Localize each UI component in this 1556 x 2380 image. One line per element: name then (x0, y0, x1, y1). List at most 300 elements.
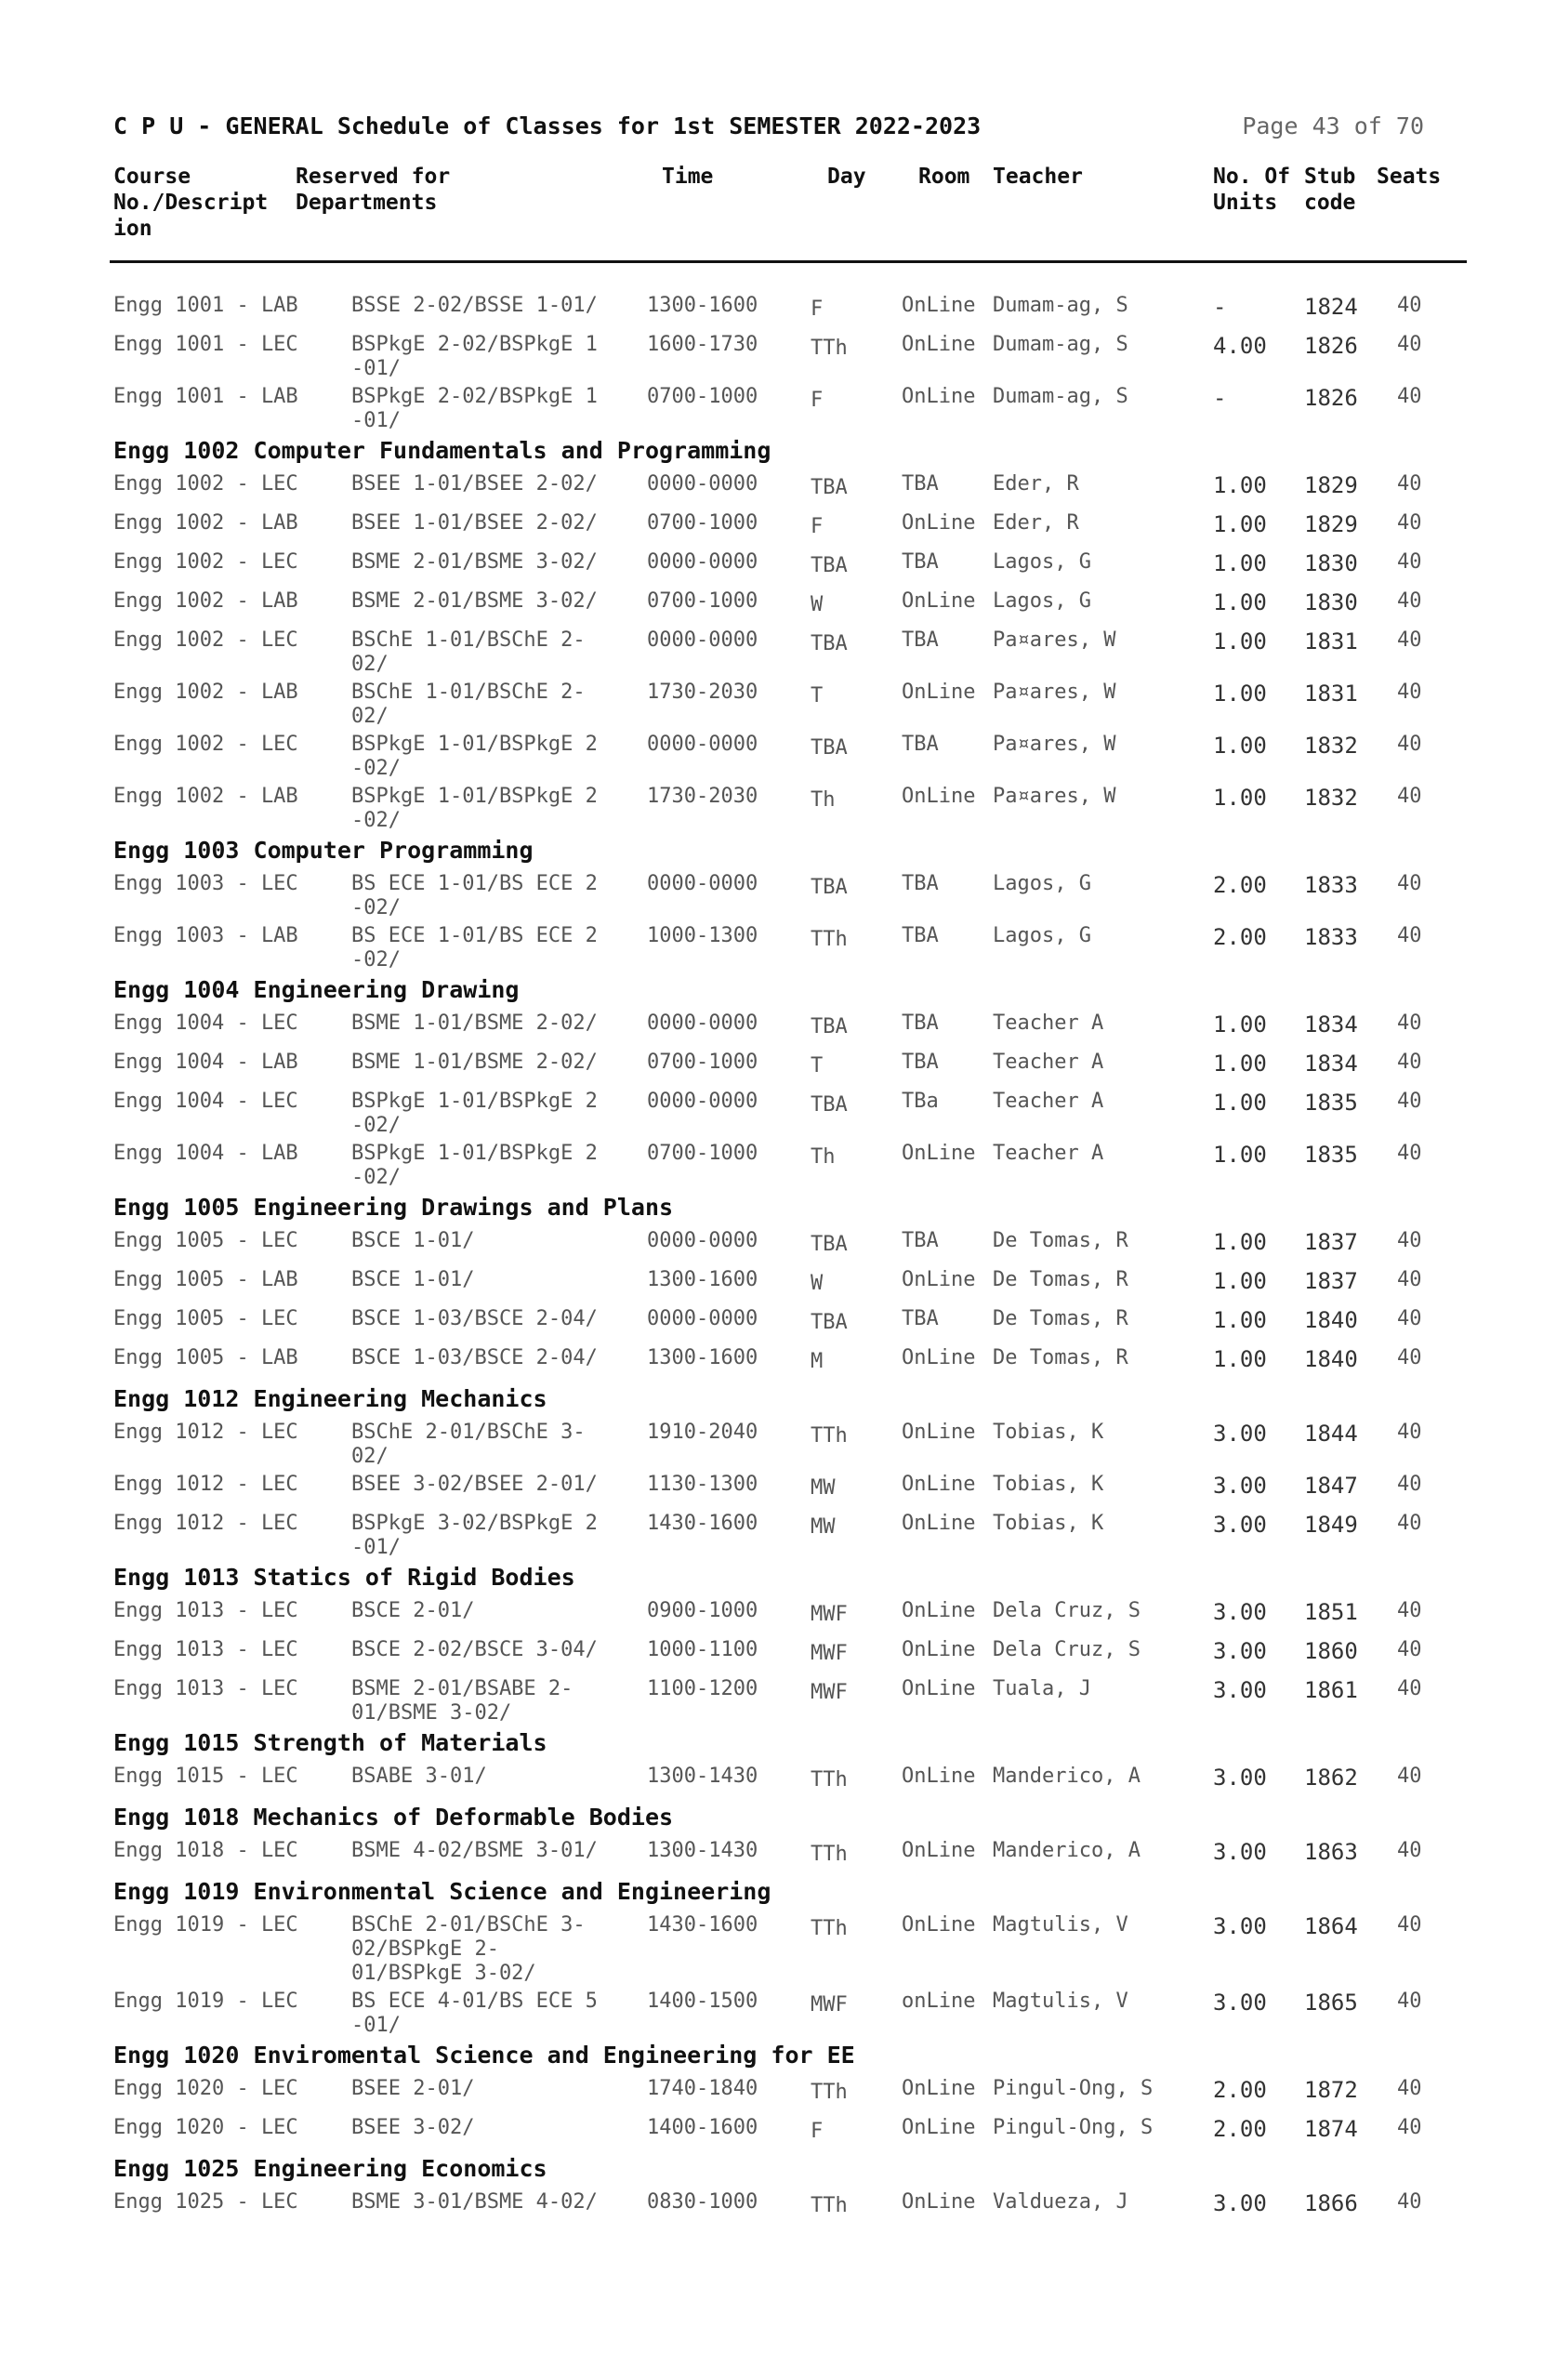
class-room: OnLine (902, 589, 976, 613)
class-teacher: Teacher A (993, 1142, 1104, 1165)
class-seats: 40 (1397, 1512, 1422, 1535)
class-reserved: BS ECE 1-01/BS ECE 2 -02/ (351, 924, 598, 972)
class-course: Engg 1018 - LEC (113, 1839, 298, 1862)
class-time: 1430-1600 (647, 1512, 758, 1535)
class-time: 1300-1600 (647, 1268, 758, 1291)
page-header (113, 110, 1424, 141)
class-row (113, 729, 1452, 781)
class-stub: 1832 (1304, 733, 1358, 759)
class-time: 0700-1000 (647, 385, 758, 408)
class-course: Engg 1025 - LEC (113, 2190, 298, 2214)
class-stub: 1864 (1304, 1913, 1358, 1939)
class-time: 1000-1100 (647, 1638, 758, 1661)
class-time: 1430-1600 (647, 1913, 758, 1937)
class-room: TBA (902, 472, 939, 496)
class-row (113, 329, 1452, 381)
class-time: 0000-0000 (647, 733, 758, 756)
class-time: 0000-0000 (647, 472, 758, 496)
class-row (113, 290, 1452, 329)
class-teacher: De Tomas, R (993, 1268, 1128, 1291)
class-day: MW (811, 1515, 836, 1539)
class-seats: 40 (1397, 385, 1422, 408)
class-time: 1100-1200 (647, 1677, 758, 1700)
class-reserved: BSEE 2-01/ (351, 2077, 475, 2100)
class-day: W (811, 1272, 824, 1295)
class-time: 1740-1840 (647, 2077, 758, 2100)
class-room: OnLine (902, 681, 976, 704)
class-seats: 40 (1397, 2190, 1422, 2214)
class-reserved: BS ECE 1-01/BS ECE 2 -02/ (351, 872, 598, 919)
class-units: 1.00 (1213, 1051, 1267, 1077)
class-row (113, 1342, 1452, 1382)
class-time: 1300-1600 (647, 294, 758, 317)
class-seats: 40 (1397, 1142, 1422, 1165)
class-row (113, 1910, 1452, 1986)
column-header-day: Day (827, 165, 866, 189)
class-teacher: Manderico, A (993, 1839, 1141, 1862)
class-units: 1.00 (1213, 1090, 1267, 1116)
class-row (113, 1469, 1452, 1508)
class-stub: 1826 (1304, 333, 1358, 359)
class-reserved: BSCE 1-03/BSCE 2-04/ (351, 1307, 598, 1330)
class-reserved: BSPkgE 3-02/BSPkgE 2 -01/ (351, 1512, 598, 1559)
class-reserved: BS ECE 4-01/BS ECE 5 -01/ (351, 1990, 598, 2037)
class-course: Engg 1012 - LEC (113, 1421, 298, 1444)
class-room: OnLine (902, 1913, 976, 1937)
class-units: 1.00 (1213, 1268, 1267, 1294)
class-room: OnLine (902, 511, 976, 535)
course-section-title: Engg 1013 Statics of Rigid Bodies (113, 1564, 575, 1591)
class-day: TBA (811, 1311, 848, 1334)
class-stub: 1835 (1304, 1090, 1358, 1116)
class-teacher: De Tomas, R (993, 1346, 1128, 1369)
class-day: TTh (811, 337, 848, 360)
class-row (113, 2112, 1452, 2151)
class-time: 0000-0000 (647, 628, 758, 652)
class-teacher: Lagos, G (993, 924, 1091, 947)
class-stub: 1851 (1304, 1599, 1358, 1625)
class-reserved: BSPkgE 1-01/BSPkgE 2 -02/ (351, 785, 598, 832)
class-units: 1.00 (1213, 733, 1267, 759)
class-stub: 1832 (1304, 785, 1358, 811)
class-time: 0000-0000 (647, 550, 758, 574)
class-units: - (1213, 294, 1227, 320)
class-reserved: BSME 2-01/BSME 3-02/ (351, 550, 598, 574)
class-time: 0000-0000 (647, 1012, 758, 1035)
class-stub: 1824 (1304, 294, 1358, 320)
class-day: TTh (811, 1843, 848, 1866)
class-seats: 40 (1397, 785, 1422, 808)
course-section-title: Engg 1019 Environmental Science and Engineering (113, 1878, 771, 1905)
class-reserved: BSPkgE 1-01/BSPkgE 2 -02/ (351, 733, 598, 780)
class-day: TBA (811, 1233, 848, 1256)
class-course: Engg 1012 - LEC (113, 1512, 298, 1535)
class-day: M (811, 1350, 824, 1373)
class-reserved: BSPkgE 1-01/BSPkgE 2 -02/ (351, 1090, 598, 1137)
class-row (113, 1138, 1452, 1190)
class-row (113, 2187, 1452, 2226)
class-stub: 1844 (1304, 1421, 1358, 1447)
class-units: 1.00 (1213, 472, 1267, 498)
class-day: TBA (811, 476, 848, 499)
class-time: 1910-2040 (647, 1421, 758, 1444)
class-time: 1300-1430 (647, 1839, 758, 1862)
class-units: 1.00 (1213, 1142, 1267, 1168)
class-row (113, 586, 1452, 625)
class-course: Engg 1019 - LEC (113, 1990, 298, 2013)
class-day: T (811, 684, 824, 707)
class-units: 3.00 (1213, 1421, 1267, 1447)
class-time: 1300-1430 (647, 1765, 758, 1788)
class-time: 1000-1300 (647, 924, 758, 947)
class-course: Engg 1013 - LEC (113, 1638, 298, 1661)
column-header-teacher: Teacher (993, 165, 1083, 189)
class-stub: 1835 (1304, 1142, 1358, 1168)
class-course: Engg 1005 - LEC (113, 1307, 298, 1330)
class-teacher: Pingul-Ong, S (993, 2077, 1154, 2100)
class-seats: 40 (1397, 1268, 1422, 1291)
class-time: 0700-1000 (647, 1142, 758, 1165)
class-course: Engg 1002 - LAB (113, 589, 298, 613)
class-seats: 40 (1397, 1599, 1422, 1622)
class-stub: 1831 (1304, 628, 1358, 654)
class-time: 0700-1000 (647, 589, 758, 613)
class-seats: 40 (1397, 589, 1422, 613)
class-stub: 1834 (1304, 1012, 1358, 1038)
class-row (113, 781, 1452, 833)
class-stub: 1829 (1304, 511, 1358, 537)
class-units: 1.00 (1213, 628, 1267, 654)
course-section-title: Engg 1002 Computer Fundamentals and Programming (113, 437, 771, 464)
class-day: Th (811, 1145, 836, 1169)
class-course: Engg 1005 - LAB (113, 1346, 298, 1369)
class-room: OnLine (902, 1638, 976, 1661)
class-teacher: Tobias, K (993, 1421, 1104, 1444)
document-title: C P U - GENERAL Schedule of Classes for 1st SEMESTER 2022-2023 (113, 112, 982, 139)
class-room: OnLine (902, 1421, 976, 1444)
class-teacher: Dumam-ag, S (993, 333, 1128, 356)
class-course: Engg 1019 - LEC (113, 1913, 298, 1937)
class-seats: 40 (1397, 1421, 1422, 1444)
class-room: TBA (902, 550, 939, 574)
class-units: 2.00 (1213, 2116, 1267, 2142)
class-room: TBA (902, 872, 939, 895)
class-room: OnLine (902, 385, 976, 408)
class-day: T (811, 1054, 824, 1078)
class-day: TBA (811, 876, 848, 899)
class-seats: 40 (1397, 733, 1422, 756)
class-row (113, 1673, 1452, 1726)
class-units: 1.00 (1213, 1229, 1267, 1255)
class-row (113, 1264, 1452, 1303)
class-reserved: BSME 1-01/BSME 2-02/ (351, 1051, 598, 1074)
class-teacher: Dumam-ag, S (993, 294, 1128, 317)
class-units: 2.00 (1213, 872, 1267, 898)
class-course: Engg 1002 - LAB (113, 785, 298, 808)
class-seats: 40 (1397, 1051, 1422, 1074)
class-units: 1.00 (1213, 589, 1267, 615)
class-units: 1.00 (1213, 1346, 1267, 1372)
class-stub: 1872 (1304, 2077, 1358, 2103)
class-reserved: BSChE 1-01/BSChE 2- 02/ (351, 628, 586, 676)
class-day: MW (811, 1476, 836, 1500)
class-stub: 1833 (1304, 924, 1358, 950)
class-stub: 1860 (1304, 1638, 1358, 1664)
class-day: Th (811, 788, 836, 812)
class-units: 1.00 (1213, 550, 1267, 576)
class-teacher: Pa¤ares, W (993, 785, 1116, 808)
class-row (113, 625, 1452, 677)
class-stub: 1862 (1304, 1765, 1358, 1791)
class-units: 1.00 (1213, 681, 1267, 707)
class-room: OnLine (902, 2190, 976, 2214)
class-reserved: BSSE 2-02/BSSE 1-01/ (351, 294, 598, 317)
course-section-title: Engg 1004 Engineering Drawing (113, 976, 520, 1003)
class-row (113, 1086, 1452, 1138)
class-seats: 40 (1397, 1677, 1422, 1700)
class-time: 1600-1730 (647, 333, 758, 356)
class-stub: 1866 (1304, 2190, 1358, 2216)
class-units: 1.00 (1213, 511, 1267, 537)
class-reserved: BSME 1-01/BSME 2-02/ (351, 1012, 598, 1035)
column-headers (113, 164, 1466, 253)
course-section-title: Engg 1012 Engineering Mechanics (113, 1385, 547, 1412)
class-room: OnLine (902, 1473, 976, 1496)
class-teacher: Teacher A (993, 1012, 1104, 1035)
class-course: Engg 1005 - LEC (113, 1229, 298, 1252)
class-row (113, 469, 1452, 508)
class-seats: 40 (1397, 924, 1422, 947)
class-reserved: BSEE 1-01/BSEE 2-02/ (351, 511, 598, 535)
column-header-reserved: Reserved for Departments (296, 165, 451, 215)
class-room: OnLine (902, 1677, 976, 1700)
class-units: - (1213, 385, 1227, 411)
class-stub: 1831 (1304, 681, 1358, 707)
class-teacher: Lagos, G (993, 550, 1091, 574)
class-units: 2.00 (1213, 2077, 1267, 2103)
class-reserved: BSEE 3-02/ (351, 2116, 475, 2139)
class-teacher: Pa¤ares, W (993, 681, 1116, 704)
class-time: 0700-1000 (647, 511, 758, 535)
class-stub: 1830 (1304, 550, 1358, 576)
class-reserved: BSPkgE 2-02/BSPkgE 1 -01/ (351, 333, 598, 380)
class-stub: 1865 (1304, 1990, 1358, 2016)
class-reserved: BSCE 1-01/ (351, 1268, 475, 1291)
class-teacher: Valdueza, J (993, 2190, 1128, 2214)
class-room: TBA (902, 1229, 939, 1252)
class-course: Engg 1001 - LEC (113, 333, 298, 356)
class-course: Engg 1013 - LEC (113, 1599, 298, 1622)
class-room: OnLine (902, 1268, 976, 1291)
class-time: 1730-2030 (647, 681, 758, 704)
class-units: 3.00 (1213, 1473, 1267, 1499)
class-room: OnLine (902, 2077, 976, 2100)
column-header-room: Room (918, 165, 970, 189)
class-units: 3.00 (1213, 1512, 1267, 1538)
class-room: OnLine (902, 1839, 976, 1862)
class-units: 1.00 (1213, 785, 1267, 811)
class-seats: 40 (1397, 1473, 1422, 1496)
class-row (113, 920, 1452, 972)
column-header-stub: Stub code (1304, 165, 1356, 215)
class-time: 1730-2030 (647, 785, 758, 808)
class-seats: 40 (1397, 1307, 1422, 1330)
class-reserved: BSCE 1-03/BSCE 2-04/ (351, 1346, 598, 1369)
class-reserved: BSME 3-01/BSME 4-02/ (351, 2190, 598, 2214)
class-course: Engg 1005 - LAB (113, 1268, 298, 1291)
class-seats: 40 (1397, 333, 1422, 356)
class-room: TBA (902, 1051, 939, 1074)
course-section-title: Engg 1003 Computer Programming (113, 837, 534, 864)
class-units: 3.00 (1213, 1638, 1267, 1664)
class-row (113, 1008, 1452, 1047)
class-teacher: Tuala, J (993, 1677, 1091, 1700)
class-stub: 1863 (1304, 1839, 1358, 1865)
class-day: F (811, 515, 824, 538)
class-time: 0700-1000 (647, 1051, 758, 1074)
class-units: 3.00 (1213, 1765, 1267, 1791)
class-units: 3.00 (1213, 1677, 1267, 1703)
class-reserved: BSME 2-01/BSME 3-02/ (351, 589, 598, 613)
class-reserved: BSABE 3-01/ (351, 1765, 487, 1788)
class-seats: 40 (1397, 2116, 1422, 2139)
class-stub: 1837 (1304, 1268, 1358, 1294)
class-day: TTh (811, 1768, 848, 1792)
class-course: Engg 1020 - LEC (113, 2077, 298, 2100)
class-day: MWF (811, 1993, 848, 2016)
class-seats: 40 (1397, 628, 1422, 652)
class-reserved: BSEE 3-02/BSEE 2-01/ (351, 1473, 598, 1496)
course-section-title: Engg 1020 Enviromental Science and Engineering for EE (113, 2042, 855, 2069)
class-room: OnLine (902, 1142, 976, 1165)
class-seats: 40 (1397, 550, 1422, 574)
class-row (113, 2073, 1452, 2112)
class-stub: 1829 (1304, 472, 1358, 498)
class-seats: 40 (1397, 1346, 1422, 1369)
class-teacher: Pingul-Ong, S (993, 2116, 1154, 2139)
class-course: Engg 1004 - LEC (113, 1012, 298, 1035)
class-stub: 1834 (1304, 1051, 1358, 1077)
class-teacher: Magtulis, V (993, 1990, 1128, 2013)
page-number: Page 43 of 70 (1242, 112, 1424, 139)
class-row (113, 1225, 1452, 1264)
class-stub: 1849 (1304, 1512, 1358, 1538)
class-reserved: BSME 4-02/BSME 3-01/ (351, 1839, 598, 1862)
class-reserved: BSCE 1-01/ (351, 1229, 475, 1252)
class-stub: 1847 (1304, 1473, 1358, 1499)
class-seats: 40 (1397, 1638, 1422, 1661)
class-teacher: Pa¤ares, W (993, 733, 1116, 756)
class-day: TTh (811, 928, 848, 951)
class-room: TBA (902, 1307, 939, 1330)
class-course: Engg 1002 - LEC (113, 733, 298, 756)
class-seats: 40 (1397, 872, 1422, 895)
class-units: 3.00 (1213, 1599, 1267, 1625)
class-teacher: Dela Cruz, S (993, 1599, 1141, 1622)
class-course: Engg 1002 - LEC (113, 472, 298, 496)
class-time: 1130-1300 (647, 1473, 758, 1496)
class-stub: 1861 (1304, 1677, 1358, 1703)
class-row (113, 1303, 1452, 1342)
class-units: 2.00 (1213, 924, 1267, 950)
class-row (113, 1634, 1452, 1673)
class-reserved: BSPkgE 1-01/BSPkgE 2 -02/ (351, 1142, 598, 1189)
class-course: Engg 1003 - LEC (113, 872, 298, 895)
class-time: 0000-0000 (647, 872, 758, 895)
class-teacher: Tobias, K (993, 1512, 1104, 1535)
class-day: TTh (811, 1424, 848, 1448)
class-day: MWF (811, 1603, 848, 1626)
class-room: OnLine (902, 1346, 976, 1369)
class-seats: 40 (1397, 1765, 1422, 1788)
class-units: 4.00 (1213, 333, 1267, 359)
class-course: Engg 1003 - LAB (113, 924, 298, 947)
class-course: Engg 1002 - LEC (113, 628, 298, 652)
class-units: 3.00 (1213, 2190, 1267, 2216)
class-row (113, 1986, 1452, 2038)
class-seats: 40 (1397, 1913, 1422, 1937)
class-course: Engg 1013 - LEC (113, 1677, 298, 1700)
class-room: OnLine (902, 1765, 976, 1788)
class-seats: 40 (1397, 1012, 1422, 1035)
class-time: 0830-1000 (647, 2190, 758, 2214)
class-stub: 1840 (1304, 1346, 1358, 1372)
class-room: TBA (902, 1012, 939, 1035)
class-seats: 40 (1397, 1229, 1422, 1252)
class-day: TBA (811, 632, 848, 655)
class-room: OnLine (902, 333, 976, 356)
class-day: F (811, 2120, 824, 2143)
class-course: Engg 1012 - LEC (113, 1473, 298, 1496)
class-seats: 40 (1397, 511, 1422, 535)
course-section-title: Engg 1018 Mechanics of Deformable Bodies (113, 1804, 674, 1831)
class-teacher: Teacher A (993, 1051, 1104, 1074)
column-header-time: Time (662, 165, 714, 189)
class-row (113, 677, 1452, 729)
class-room: OnLine (902, 1599, 976, 1622)
class-teacher: Pa¤ares, W (993, 628, 1116, 652)
class-row (113, 1595, 1452, 1634)
class-room: TBA (902, 628, 939, 652)
class-day: MWF (811, 1642, 848, 1665)
class-time: 1300-1600 (647, 1346, 758, 1369)
class-units: 3.00 (1213, 1990, 1267, 2016)
class-day: W (811, 593, 824, 616)
column-header-course: Course No./Descript ion (113, 165, 269, 241)
class-reserved: BSChE 2-01/BSChE 3- 02/BSPkgE 2- 01/BSPkgE 3-02/ (351, 1913, 586, 1985)
class-teacher: Manderico, A (993, 1765, 1141, 1788)
class-row (113, 547, 1452, 586)
class-course: Engg 1002 - LAB (113, 511, 298, 535)
class-seats: 40 (1397, 1839, 1422, 1862)
class-seats: 40 (1397, 1990, 1422, 2013)
class-row (113, 1835, 1452, 1874)
class-reserved: BSPkgE 2-02/BSPkgE 1 -01/ (351, 385, 598, 432)
class-stub: 1826 (1304, 385, 1358, 411)
column-header-seats: Seats (1377, 165, 1442, 189)
class-seats: 40 (1397, 2077, 1422, 2100)
class-room: OnLine (902, 294, 976, 317)
class-row (113, 868, 1452, 920)
class-teacher: Tobias, K (993, 1473, 1104, 1496)
class-units: 3.00 (1213, 1913, 1267, 1939)
class-seats: 40 (1397, 681, 1422, 704)
class-row (113, 508, 1452, 547)
class-course: Engg 1002 - LAB (113, 681, 298, 704)
class-day: TBA (811, 1015, 848, 1038)
class-time: 0000-0000 (647, 1307, 758, 1330)
class-units: 1.00 (1213, 1012, 1267, 1038)
